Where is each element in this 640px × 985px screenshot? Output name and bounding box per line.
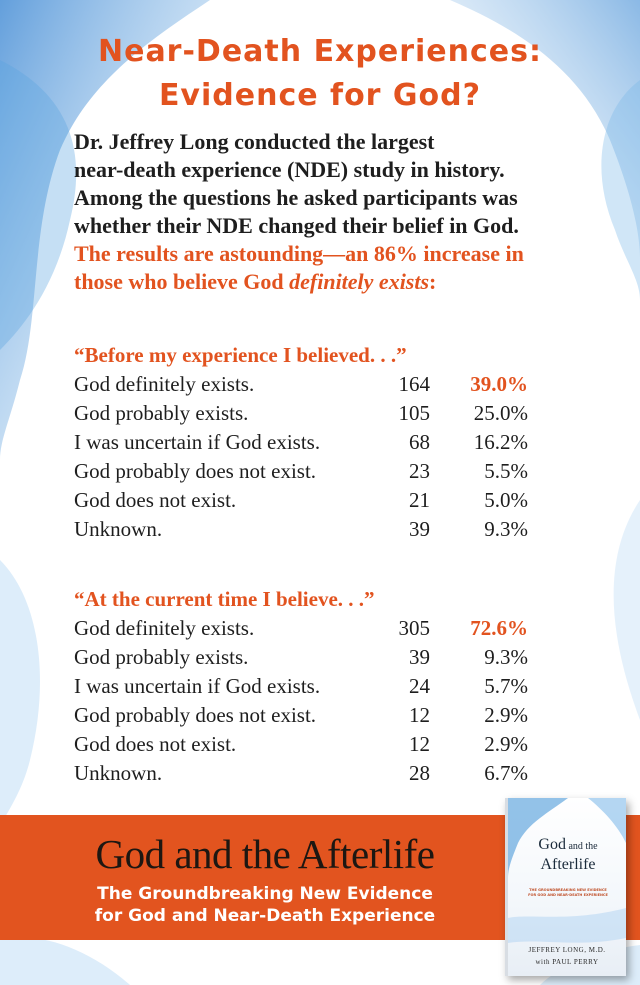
table-row [74,701,564,730]
row-percent: 5.0% [484,488,528,512]
row-percent: 72.6% [470,616,528,640]
cover-coauthor: with PAUL PERRY [535,958,599,966]
row-label: I was uncertain if God exists. [74,674,321,698]
row-percent: 2.9% [484,732,528,756]
intro-paragraph [74,128,594,296]
row-label: God definitely exists. [74,616,255,640]
table-row [74,457,564,486]
cover-title-and-the: and the [565,841,598,852]
before-table [74,340,564,544]
intro-line-1: Dr. Jeffrey Long conducted the largest [74,129,435,154]
row-count: 12 [409,703,430,727]
cover-author: JEFFREY LONG, M.D. [528,946,606,954]
banner-subtitle-line-1: The Groundbreaking New Evidence [97,884,433,904]
table-row [74,370,564,399]
row-label: God probably exists. [74,645,249,669]
row-percent: 2.9% [484,703,528,727]
table-row [74,672,564,701]
intro-line-3: Among the questions he asked participants was [74,185,518,210]
row-count: 12 [409,732,430,756]
table-row [74,428,564,457]
row-percent: 5.7% [484,674,528,698]
row-label: God does not exist. [74,732,237,756]
row-count: 21 [409,488,430,512]
headline [0,30,640,118]
row-percent: 5.5% [484,459,528,483]
intro-accent-italic: definitely exists [289,269,430,294]
row-percent: 9.3% [484,645,528,669]
row-percent: 25.0% [473,401,528,425]
row-label: God definitely exists. [74,372,255,396]
table-row [74,515,564,544]
headline-line-2: Evidence for God? [158,78,482,113]
row-label: I was uncertain if God exists. [74,430,321,454]
intro-accent-prefix: those who believe God [74,269,290,294]
row-count: 105 [398,401,430,425]
table-row [74,614,564,643]
row-percent: 9.3% [484,517,528,541]
banner-subtitle [0,883,530,927]
table-row [74,399,564,428]
row-percent: 6.7% [484,761,528,785]
row-label: Unknown. [74,761,163,785]
intro-accent-line-2 [74,268,594,296]
banner-book-title: God and the Afterlife [95,831,435,877]
intro-accent-suffix: : [429,269,437,294]
before-heading: “Before my experience I believed. . .” [74,343,407,367]
intro-line-2: near-death experience (NDE) study in history. [74,157,505,182]
row-count: 23 [409,459,430,483]
row-count: 28 [409,761,430,785]
row-count: 164 [398,372,430,396]
table-row [74,643,564,672]
table-row [74,486,564,515]
intro-accent-line-1: The results are astounding—an 86% increase in [74,241,524,266]
row-label: God probably does not exist. [74,459,317,483]
row-label: Unknown. [74,517,163,541]
row-count: 24 [409,674,430,698]
headline-line-1: Near-Death Experiences: [97,34,542,69]
row-count: 39 [409,645,430,669]
cover-title [516,836,620,874]
intro-line-4: whether their NDE changed their belief in God. [74,213,519,238]
cover-title-god: God [538,836,566,853]
table-row [74,730,564,759]
row-percent: 16.2% [473,430,528,454]
row-label: God does not exist. [74,488,237,512]
cover-tagline: THE GROUNDBREAKING NEW EVIDENCE FOR GOD AND NEAR-DEATH EXPERIENCE [528,888,608,897]
row-count: 39 [409,517,430,541]
book-cover-image [505,798,626,976]
banner-subtitle-line-2: for God and Near-Death Experience [94,906,436,926]
table-row [74,759,564,788]
row-count: 305 [398,616,430,640]
row-label: God probably exists. [74,401,249,425]
current-table [74,584,564,788]
row-percent: 39.0% [470,372,528,396]
cover-title-afterlife: Afterlife [540,856,596,873]
current-heading: “At the current time I believe. . .” [74,587,375,611]
row-count: 68 [409,430,430,454]
row-label: God probably does not exist. [74,703,317,727]
